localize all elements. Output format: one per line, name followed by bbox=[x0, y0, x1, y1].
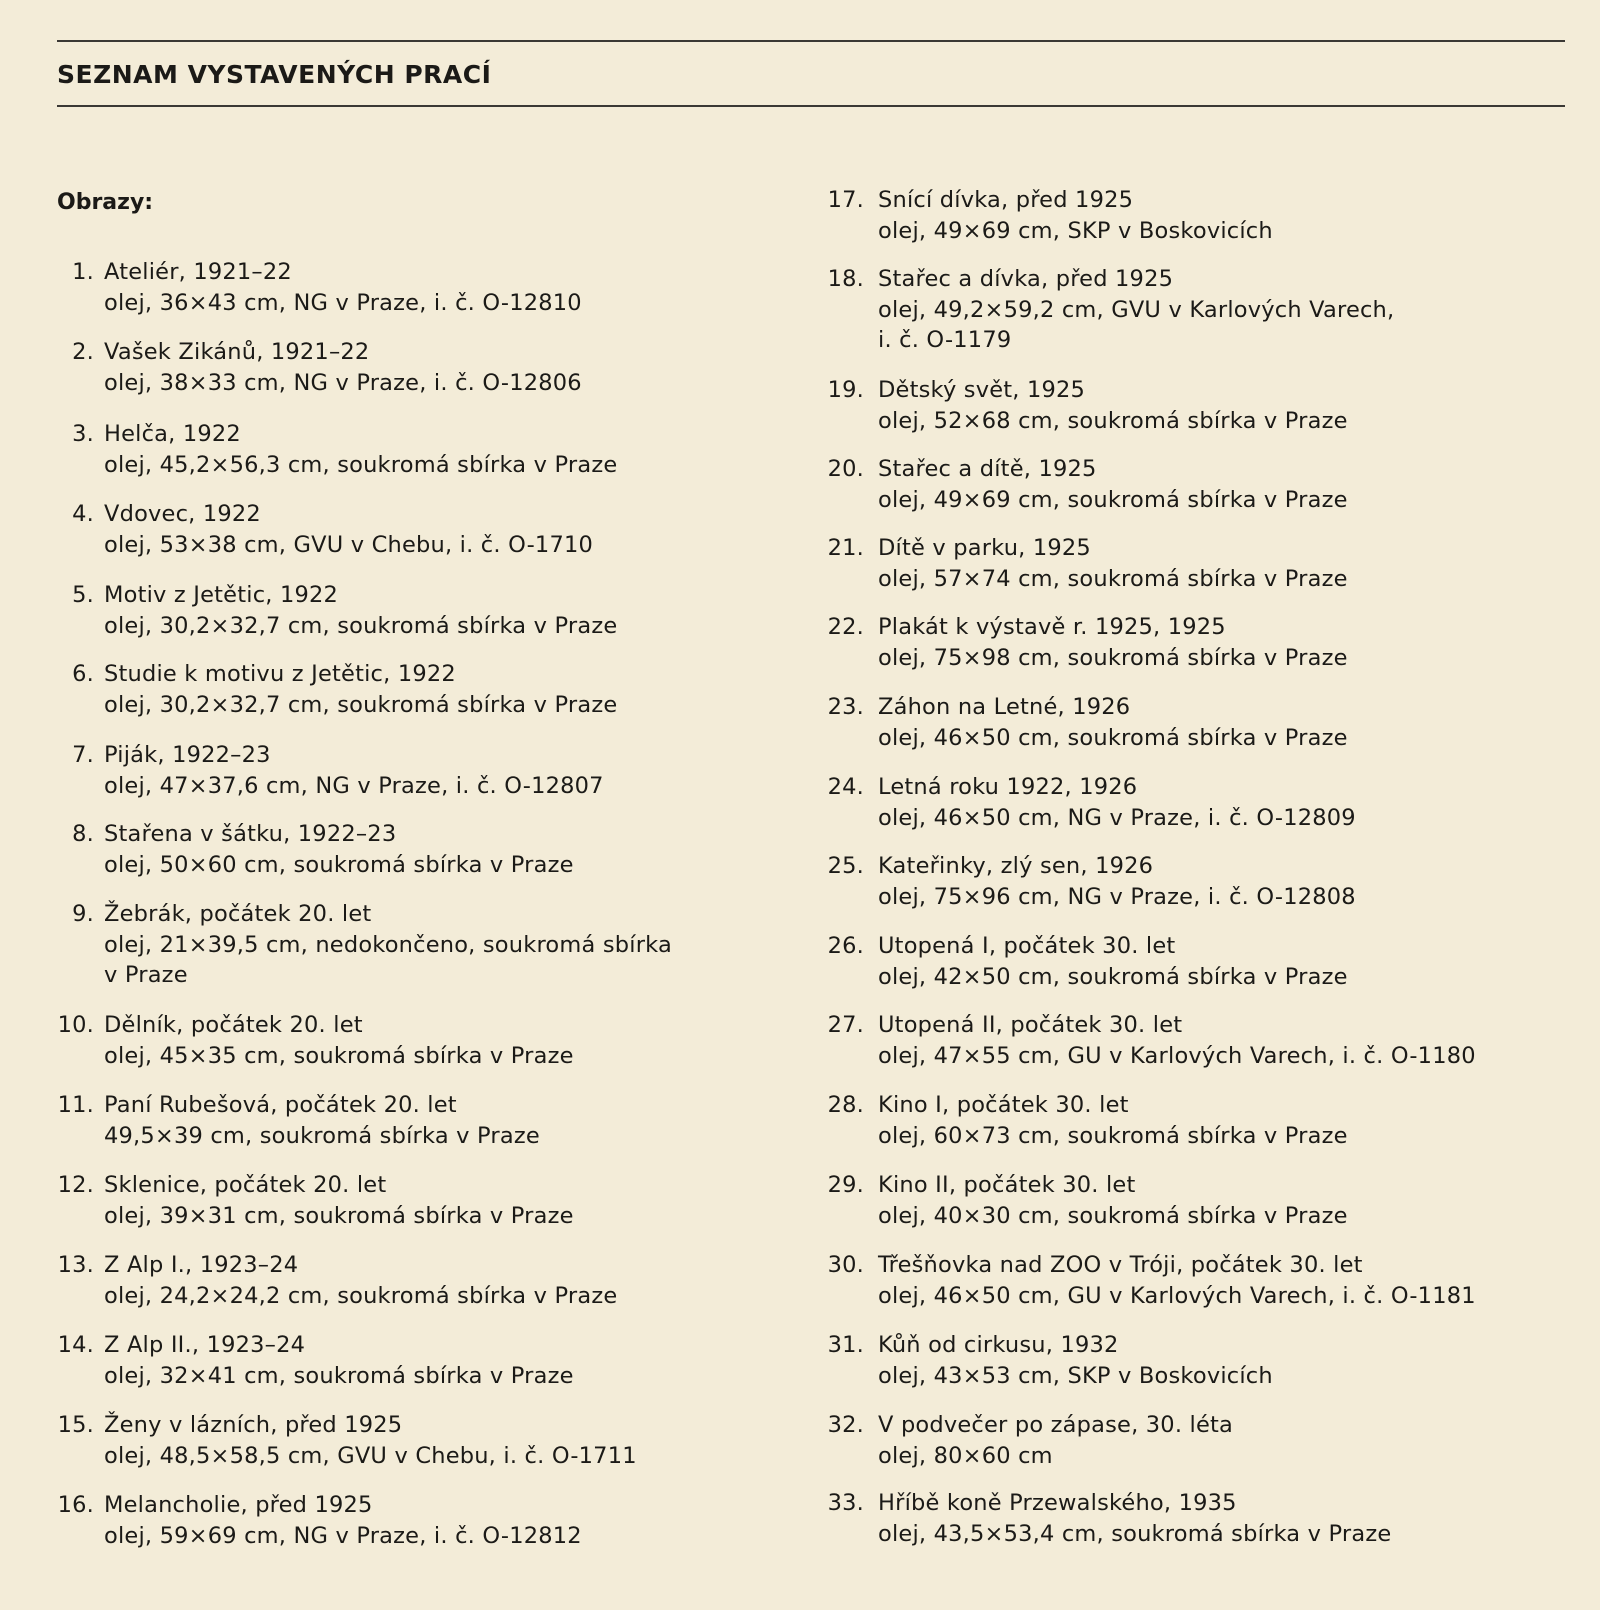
item-number: 9. bbox=[72, 901, 94, 927]
item-title: Ženy v lázních, před 1925 bbox=[104, 1412, 403, 1438]
item-title: Stařec a dívka, před 1925 bbox=[878, 266, 1174, 292]
item-number: 20. bbox=[827, 456, 864, 482]
item-details: olej, 46×50 cm, soukromá sbírka v Praze bbox=[878, 724, 1348, 751]
item-number: 22. bbox=[827, 614, 864, 640]
page-title: SEZNAM VYSTAVENÝCH PRACÍ bbox=[57, 60, 492, 89]
item-number: 8. bbox=[72, 821, 94, 847]
item-details: olej, 50×60 cm, soukromá sbírka v Praze bbox=[104, 851, 574, 878]
item-details: olej, 75×98 cm, soukromá sbírka v Praze bbox=[878, 644, 1348, 671]
item-details: olej, 39×31 cm, soukromá sbírka v Praze bbox=[104, 1202, 574, 1229]
item-number: 12. bbox=[57, 1172, 94, 1198]
item-details: olej, 53×38 cm, GVU v Chebu, i. č. O-1710 bbox=[104, 531, 593, 558]
item-details-continued: i. č. O-1179 bbox=[878, 327, 1012, 353]
top-rule bbox=[57, 40, 1565, 42]
item-number: 29. bbox=[827, 1172, 864, 1198]
item-details: olej, 49,2×59,2 cm, GVU v Karlových Varech, bbox=[878, 296, 1395, 323]
item-number: 19. bbox=[827, 377, 864, 403]
item-title: Hříbě koně Przewalského, 1935 bbox=[878, 1490, 1237, 1516]
item-details: olej, 30,2×32,7 cm, soukromá sbírka v Praze bbox=[104, 691, 618, 718]
item-title: Snící dívka, před 1925 bbox=[878, 187, 1134, 213]
item-title: Helča, 1922 bbox=[104, 421, 241, 447]
item-details: olej, 30,2×32,7 cm, soukromá sbírka v Praze bbox=[104, 612, 618, 639]
item-title: Kino I, počátek 30. let bbox=[878, 1092, 1129, 1118]
item-details: olej, 80×60 cm bbox=[878, 1442, 1053, 1469]
item-number: 4. bbox=[72, 501, 94, 527]
item-number: 14. bbox=[57, 1332, 94, 1358]
item-number: 6. bbox=[72, 661, 94, 687]
item-title: Ateliér, 1921–22 bbox=[104, 259, 292, 285]
item-details: olej, 46×50 cm, GU v Karlových Varech, i. č. O-1181 bbox=[878, 1282, 1476, 1309]
item-title: Dítě v parku, 1925 bbox=[878, 535, 1091, 561]
item-details-continued: v Praze bbox=[104, 962, 188, 988]
item-details: olej, 45,2×56,3 cm, soukromá sbírka v Praze bbox=[104, 451, 618, 478]
item-title: Kůň od cirkusu, 1932 bbox=[878, 1332, 1119, 1358]
item-details: olej, 21×39,5 cm, nedokončeno, soukromá sbírka bbox=[104, 931, 672, 958]
item-details: olej, 47×55 cm, GU v Karlových Varech, i. č. O-1180 bbox=[878, 1042, 1476, 1069]
item-title: Plakát k výstavě r. 1925, 1925 bbox=[878, 614, 1226, 640]
item-number: 24. bbox=[827, 774, 864, 800]
item-title: Utopená I, počátek 30. let bbox=[878, 933, 1176, 959]
item-title: Kateřinky, zlý sen, 1926 bbox=[878, 853, 1154, 879]
item-title: Žebrák, počátek 20. let bbox=[104, 901, 372, 927]
item-title: Vašek Zikánů, 1921–22 bbox=[104, 339, 370, 365]
item-details: olej, 57×74 cm, soukromá sbírka v Praze bbox=[878, 565, 1348, 592]
item-number: 18. bbox=[827, 266, 864, 292]
item-details: olej, 48,5×58,5 cm, GVU v Chebu, i. č. O-1711 bbox=[104, 1442, 637, 1469]
item-details: olej, 42×50 cm, soukromá sbírka v Praze bbox=[878, 963, 1348, 990]
item-title: Stařena v šátku, 1922–23 bbox=[104, 821, 397, 847]
item-title: Studie k motivu z Jetětic, 1922 bbox=[104, 661, 456, 687]
item-number: 13. bbox=[57, 1252, 94, 1278]
item-number: 26. bbox=[827, 933, 864, 959]
item-details: olej, 46×50 cm, NG v Praze, i. č. O-12809 bbox=[878, 804, 1356, 831]
item-details: olej, 45×35 cm, soukromá sbírka v Praze bbox=[104, 1042, 574, 1069]
item-details: olej, 43,5×53,4 cm, soukromá sbírka v Praze bbox=[878, 1520, 1392, 1547]
item-number: 1. bbox=[72, 259, 94, 285]
item-details: olej, 49×69 cm, soukromá sbírka v Praze bbox=[878, 486, 1348, 513]
bottom-rule bbox=[57, 105, 1565, 107]
item-number: 2. bbox=[72, 339, 94, 365]
item-details: olej, 47×37,6 cm, NG v Praze, i. č. O-12807 bbox=[104, 772, 604, 799]
item-details: olej, 60×73 cm, soukromá sbírka v Praze bbox=[878, 1122, 1348, 1149]
item-title: Dělník, počátek 20. let bbox=[104, 1012, 363, 1038]
item-title: Melancholie, před 1925 bbox=[104, 1492, 373, 1518]
item-number: 23. bbox=[827, 694, 864, 720]
item-title: Piják, 1922–23 bbox=[104, 742, 271, 768]
section-heading: Obrazy: bbox=[57, 190, 154, 215]
item-details: olej, 52×68 cm, soukromá sbírka v Praze bbox=[878, 407, 1348, 434]
item-number: 31. bbox=[827, 1332, 864, 1358]
item-details: olej, 40×30 cm, soukromá sbírka v Praze bbox=[878, 1202, 1348, 1229]
item-title: V podvečer po zápase, 30. léta bbox=[878, 1412, 1234, 1438]
item-number: 25. bbox=[827, 853, 864, 879]
item-number: 16. bbox=[57, 1492, 94, 1518]
item-title: Utopená II, počátek 30. let bbox=[878, 1012, 1183, 1038]
item-title: Dětský svět, 1925 bbox=[878, 377, 1086, 403]
item-details: olej, 59×69 cm, NG v Praze, i. č. O-12812 bbox=[104, 1522, 582, 1549]
item-title: Třešňovka nad ZOO v Tróji, počátek 30. let bbox=[878, 1252, 1363, 1278]
item-details: olej, 75×96 cm, NG v Praze, i. č. O-12808 bbox=[878, 883, 1356, 910]
item-details: olej, 24,2×24,2 cm, soukromá sbírka v Praze bbox=[104, 1282, 618, 1309]
item-title: Motiv z Jetětic, 1922 bbox=[104, 582, 339, 608]
item-number: 33. bbox=[827, 1490, 864, 1516]
item-title: Vdovec, 1922 bbox=[104, 501, 261, 527]
item-number: 21. bbox=[827, 535, 864, 561]
item-number: 15. bbox=[57, 1412, 94, 1438]
item-details: olej, 36×43 cm, NG v Praze, i. č. O-12810 bbox=[104, 289, 582, 316]
item-title: Kino II, počátek 30. let bbox=[878, 1172, 1136, 1198]
item-title: Sklenice, počátek 20. let bbox=[104, 1172, 387, 1198]
item-title: Z Alp I., 1923–24 bbox=[104, 1252, 299, 1278]
item-number: 5. bbox=[72, 582, 94, 608]
item-number: 17. bbox=[827, 187, 864, 213]
item-title: Z Alp II., 1923–24 bbox=[104, 1332, 306, 1358]
item-title: Záhon na Letné, 1926 bbox=[878, 694, 1131, 720]
item-title: Letná roku 1922, 1926 bbox=[878, 774, 1138, 800]
item-number: 10. bbox=[57, 1012, 94, 1038]
item-number: 11. bbox=[57, 1092, 94, 1118]
item-number: 3. bbox=[72, 421, 94, 447]
item-number: 7. bbox=[72, 742, 94, 768]
item-number: 32. bbox=[827, 1412, 864, 1438]
item-number: 28. bbox=[827, 1092, 864, 1118]
item-title: Stařec a dítě, 1925 bbox=[878, 456, 1097, 482]
item-details: 49,5×39 cm, soukromá sbírka v Praze bbox=[104, 1122, 540, 1149]
item-number: 30. bbox=[827, 1252, 864, 1278]
item-number: 27. bbox=[827, 1012, 864, 1038]
item-details: olej, 32×41 cm, soukromá sbírka v Praze bbox=[104, 1362, 574, 1389]
item-title: Paní Rubešová, počátek 20. let bbox=[104, 1092, 457, 1118]
item-details: olej, 38×33 cm, NG v Praze, i. č. O-12806 bbox=[104, 369, 582, 396]
item-details: olej, 49×69 cm, SKP v Boskovicích bbox=[878, 217, 1273, 244]
item-details: olej, 43×53 cm, SKP v Boskovicích bbox=[878, 1362, 1273, 1389]
